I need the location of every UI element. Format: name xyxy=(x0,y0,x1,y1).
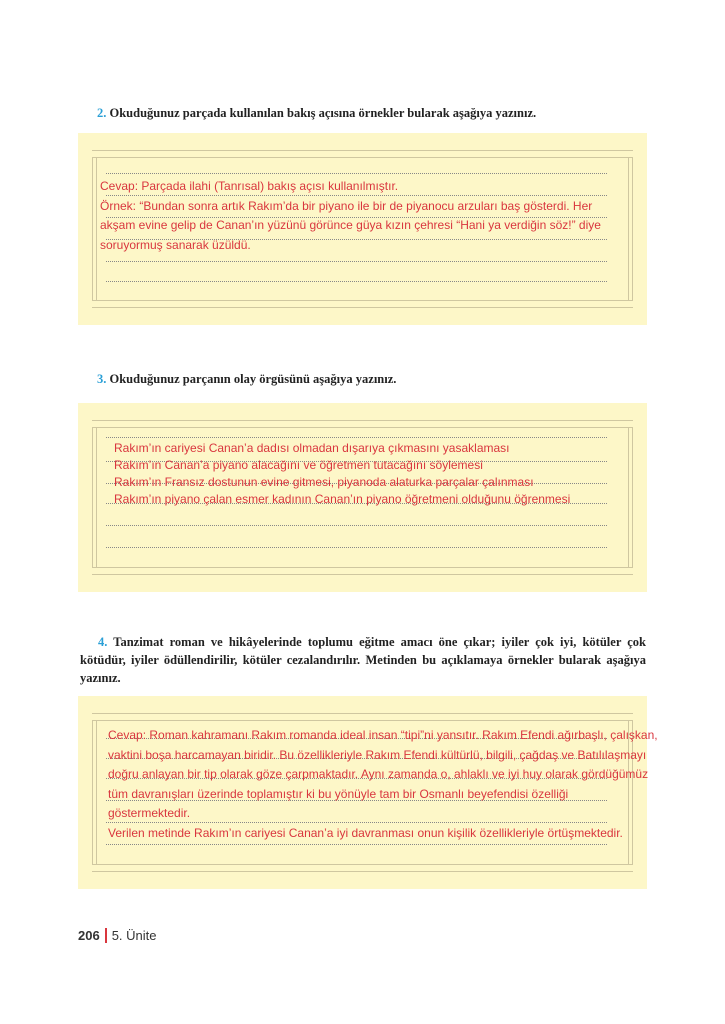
unit-label: 5. Ünite xyxy=(111,928,157,943)
question-3 xyxy=(97,370,663,388)
page-footer xyxy=(78,928,157,943)
question-number: 4. xyxy=(98,635,108,649)
answer-text: Cevap: Parçada ilahi (Tanrısal) bakış açısı kullanılmıştır. Örnek: “Bundan sonra artık Rakım’da bir piyano ile bir de piyanocu arzuları baş gösterdi. Her akşam evine gelip de Canan’ın yüzünü görünce güya kızın çehresi “Hani ya verdiğin söz!” diye soruyormuş sanarak üzüldü. xyxy=(100,179,601,252)
question-text: Tanzimat roman ve hikâyelerinde toplumu eğitme amacı öne çıkar; iyiler çok iyi, kötüler çok kötüdür, iyiler ödüllendirilir, kötüler cezalandırılır. Metinden bu açıklamaya örnekler bularak aşağıya yazınız. xyxy=(80,635,646,685)
answer-text: Rakım’ın cariyesi Canan’a dadısı olmadan dışarıya çıkmasını yasaklaması Rakım’ın Canan’a piyano alacağını ve öğretmen tutacağını söylemesi Rakım’ın Fransız dostunun evine gitmesi, piyanoda alaturka parçalar çalınması Rakım’ın piyano çalan esmer kadının Canan’ın piyano öğretmeni olduğunu öğrenmesi xyxy=(114,441,571,506)
question-2 xyxy=(97,104,663,122)
question-number: 2. xyxy=(97,106,107,120)
answer-text: Cevap: Roman kahramanı Rakım romanda ideal insan “tipi”ni yansıtır. Rakım Efendi ağırbaşlı, çalışkan, vaktini boşa harcamayan biridir. Bu özellikleriyle Rakım Efendi kültürlü, bilgili, çağdaş ve Batılılaşmayı doğru anlayan bir tip olarak göze çarpmaktadır. Aynı zamanda o, ahlaklı ve iyi huy olarak gördüğümüz tüm davranışları üzerinde toplamıştır ki bu yönüyle tam bir Osmanlı beyefendisi özelliği göstermektedir. Verilen metinde Rakım’ın cariyesi Canan’a iyi davranması onun kişilik özellikleriyle örtüşmektedir. xyxy=(108,728,658,840)
question-text: Okuduğunuz parçanın olay örgüsünü aşağıya yazınız. xyxy=(109,372,397,386)
question-text: Okuduğunuz parçada kullanılan bakış açısına örnekler bularak aşağıya yazınız. xyxy=(109,106,537,120)
answer-box-3 xyxy=(78,403,647,592)
answer-box-4 xyxy=(78,696,658,889)
question-number: 3. xyxy=(97,372,107,386)
page-number: 206 xyxy=(78,928,107,943)
question-4 xyxy=(80,633,646,687)
answer-box-2 xyxy=(78,133,647,325)
